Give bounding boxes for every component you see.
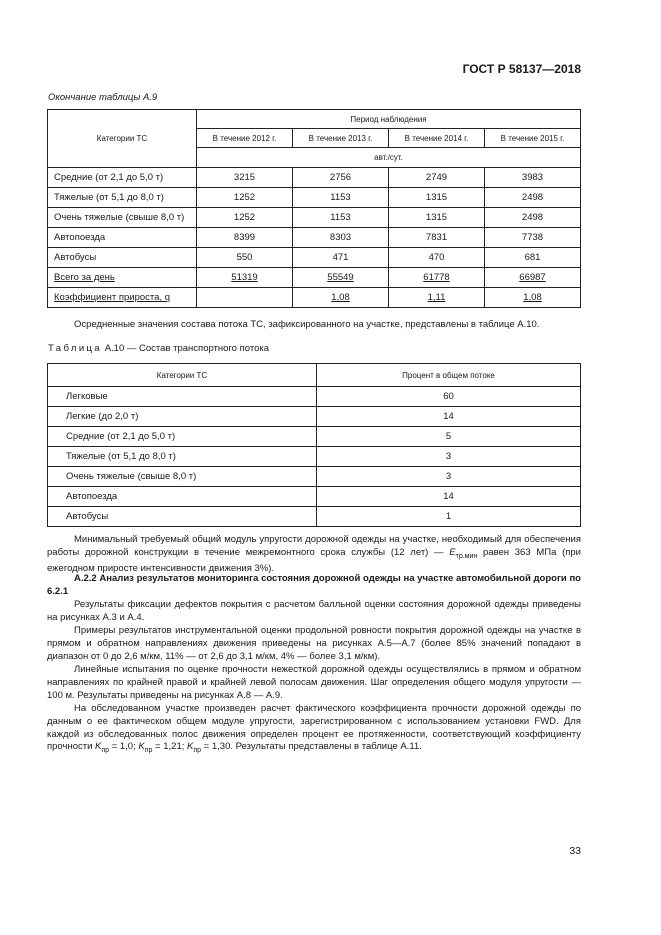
table-row bbox=[48, 467, 581, 487]
cell-value: 3215 bbox=[197, 168, 293, 188]
paragraph-strength-coefficient bbox=[47, 703, 581, 758]
table-a9-period-header: Период наблюдения bbox=[197, 110, 581, 129]
table-row bbox=[48, 228, 581, 248]
cell-value: 1153 bbox=[293, 208, 389, 228]
cell-value: 1,11 bbox=[389, 288, 485, 308]
symbol-k: K bbox=[138, 741, 145, 753]
section-heading-a22 bbox=[47, 573, 581, 599]
cell-value: 14 bbox=[317, 487, 581, 507]
cell-value: 1315 bbox=[389, 188, 485, 208]
cell-value: 7831 bbox=[389, 228, 485, 248]
table-row bbox=[48, 248, 581, 268]
paragraph-linear-tests bbox=[47, 664, 581, 702]
cell-value: 66987 bbox=[485, 268, 581, 288]
table-a9-caption: Окончание таблицы А.9 bbox=[48, 92, 158, 103]
paragraph-min-modulus bbox=[47, 534, 581, 576]
table-row-growth bbox=[48, 288, 581, 308]
table-a9-unit: авт./сут. bbox=[197, 148, 581, 168]
symbol-subscript: пр bbox=[193, 747, 202, 755]
paragraph-text: Примеры результатов инструментальной оценки продольной ровности покрытия дорожной одежды на участке в прямом и обратном направлениях движения приведены на рисунках А.5—А.7 (более 85% значений попадают в диапазон от 0 до 2,6 м/км, 11% — от 2,6 до 3,1 м/км, 4% — более 3,1 м/км). bbox=[47, 625, 581, 662]
cell-value: 2749 bbox=[389, 168, 485, 188]
table-a10-caption bbox=[48, 343, 269, 354]
table-row bbox=[48, 168, 581, 188]
symbol-subscript: тр.мин bbox=[455, 552, 478, 560]
intro-text: Осредненные значения состава потока ТС, зафиксированного на участке, представлены в таблице А.10. bbox=[74, 319, 540, 330]
cell-value: 1,08 bbox=[293, 288, 389, 308]
row-label: Средние (от 2,1 до 5,0 т) bbox=[48, 168, 197, 188]
cell-value: 3983 bbox=[485, 168, 581, 188]
row-label: Автопоезда bbox=[48, 228, 197, 248]
cell-value: 2498 bbox=[485, 188, 581, 208]
standard-number: ГОСТ Р 58137—2018 bbox=[462, 62, 581, 76]
caption-rest: А.10 — Состав транспортного потока bbox=[104, 343, 270, 354]
row-label: Всего за день bbox=[48, 268, 197, 288]
row-label: Легкие (до 2,0 т) bbox=[48, 407, 317, 427]
cell-value: 2498 bbox=[485, 208, 581, 228]
row-label: Автопоезда bbox=[48, 487, 317, 507]
table-row bbox=[48, 208, 581, 228]
row-label: Тяжелые (от 5,1 до 8,0 т) bbox=[48, 447, 317, 467]
table-row bbox=[48, 188, 581, 208]
cell-value: 470 bbox=[389, 248, 485, 268]
cell-value: 1153 bbox=[293, 188, 389, 208]
cell-value: 7738 bbox=[485, 228, 581, 248]
paragraph-text: = 1,30. Результаты представлены в таблице А.11. bbox=[201, 741, 422, 753]
cell-value: 8399 bbox=[197, 228, 293, 248]
row-label: Коэффициент прироста, q bbox=[48, 288, 197, 308]
cell-value: 1252 bbox=[197, 208, 293, 228]
cell-value: 1315 bbox=[389, 208, 485, 228]
table-a9-year-header: В течение 2013 г. bbox=[293, 129, 389, 148]
symbol-e: E bbox=[449, 546, 456, 558]
row-label: Тяжелые (от 5,1 до 8,0 т) bbox=[48, 188, 197, 208]
table-row bbox=[48, 407, 581, 427]
table-row bbox=[48, 447, 581, 467]
cell-value: 3 bbox=[317, 447, 581, 467]
cell-value: 14 bbox=[317, 407, 581, 427]
table-row bbox=[48, 427, 581, 447]
table-a9 bbox=[47, 109, 581, 308]
table-row bbox=[48, 387, 581, 407]
table-row bbox=[48, 487, 581, 507]
paragraph-text: Минимальный требуемый общий модуль упругости дорожной одежды на участке, необходимый для обеспечения работы дорожной конструкции в течение межремонтного срока службы (12 лет) — bbox=[47, 534, 581, 558]
cell-value: 61778 bbox=[389, 268, 485, 288]
cell-value: 681 bbox=[485, 248, 581, 268]
symbol-k: K bbox=[187, 741, 194, 753]
paragraph-text: = 1,21; bbox=[152, 741, 188, 753]
table-row bbox=[48, 507, 581, 527]
page-number: 33 bbox=[569, 845, 581, 857]
row-label: Очень тяжелые (свыше 8,0 т) bbox=[48, 208, 197, 228]
heading-text: А.2.2 Анализ результатов мониторинга состояния дорожной одежды на участке автомобильной дороги по 6.2.1 bbox=[47, 573, 581, 597]
caption-prefix: Таблица bbox=[48, 343, 103, 354]
cell-value: 471 bbox=[293, 248, 389, 268]
cell-value bbox=[197, 288, 293, 308]
paragraph-text: = 1,0; bbox=[109, 741, 139, 753]
paragraph-text: Линейные испытания по оценке прочности нежесткой дорожной одежды осуществлялись в прямом и обратном направлениях по крайней правой и крайней левой полосам движения. Шаг определения общего модуля упругости — 100 м. Результаты приведены на рисунках А.8 — А.9. bbox=[47, 664, 581, 701]
table-a10-category-header: Категории ТС bbox=[48, 364, 317, 387]
cell-value: 8303 bbox=[293, 228, 389, 248]
paragraph-text: Результаты фиксации дефектов покрытия с расчетом балльной оценки состояния дорожной одежды приведены на рисунках А.3 и А.4. bbox=[47, 599, 581, 623]
row-label: Автобусы bbox=[48, 248, 197, 268]
cell-value: 55549 bbox=[293, 268, 389, 288]
cell-value: 1252 bbox=[197, 188, 293, 208]
row-label: Средние (от 2,1 до 5,0 т) bbox=[48, 427, 317, 447]
paragraph-defects bbox=[47, 599, 581, 625]
symbol-subscript: пр bbox=[101, 747, 110, 755]
table-a9-category-header: Категории ТС bbox=[48, 110, 197, 168]
cell-value: 51319 bbox=[197, 268, 293, 288]
symbol-subscript: пр bbox=[144, 747, 153, 755]
row-label: Очень тяжелые (свыше 8,0 т) bbox=[48, 467, 317, 487]
table-a9-year-header: В течение 2012 г. bbox=[197, 129, 293, 148]
table-a10 bbox=[47, 363, 581, 527]
table-a9-year-header: В течение 2014 г. bbox=[389, 129, 485, 148]
cell-value: 5 bbox=[317, 427, 581, 447]
row-label: Легковые bbox=[48, 387, 317, 407]
row-label: Автобусы bbox=[48, 507, 317, 527]
paragraph-evenness bbox=[47, 625, 581, 663]
cell-value: 1 bbox=[317, 507, 581, 527]
paragraph-text: На обследованном участке произведен расчет фактического коэффициента прочности дорожной одежды по данным о ее фактическом общем модуле упругости, зарегистрированном с использованием установки FWD. Для каждой из обследованных полос движения определен процент ее протяженности, соответствующий коэффициенту прочности bbox=[47, 703, 581, 753]
cell-value: 2756 bbox=[293, 168, 389, 188]
table-a10-percent-header: Процент в общем потоке bbox=[317, 364, 581, 387]
symbol-k: K bbox=[95, 741, 102, 753]
cell-value: 550 bbox=[197, 248, 293, 268]
table-row-total bbox=[48, 268, 581, 288]
cell-value: 3 bbox=[317, 467, 581, 487]
table-a9-year-header: В течение 2015 г. bbox=[485, 129, 581, 148]
cell-value: 1,08 bbox=[485, 288, 581, 308]
paragraph-text: равен 363 МПа (при ежегодном приросте интенсивности движения 3%). bbox=[47, 546, 581, 575]
cell-value: 60 bbox=[317, 387, 581, 407]
